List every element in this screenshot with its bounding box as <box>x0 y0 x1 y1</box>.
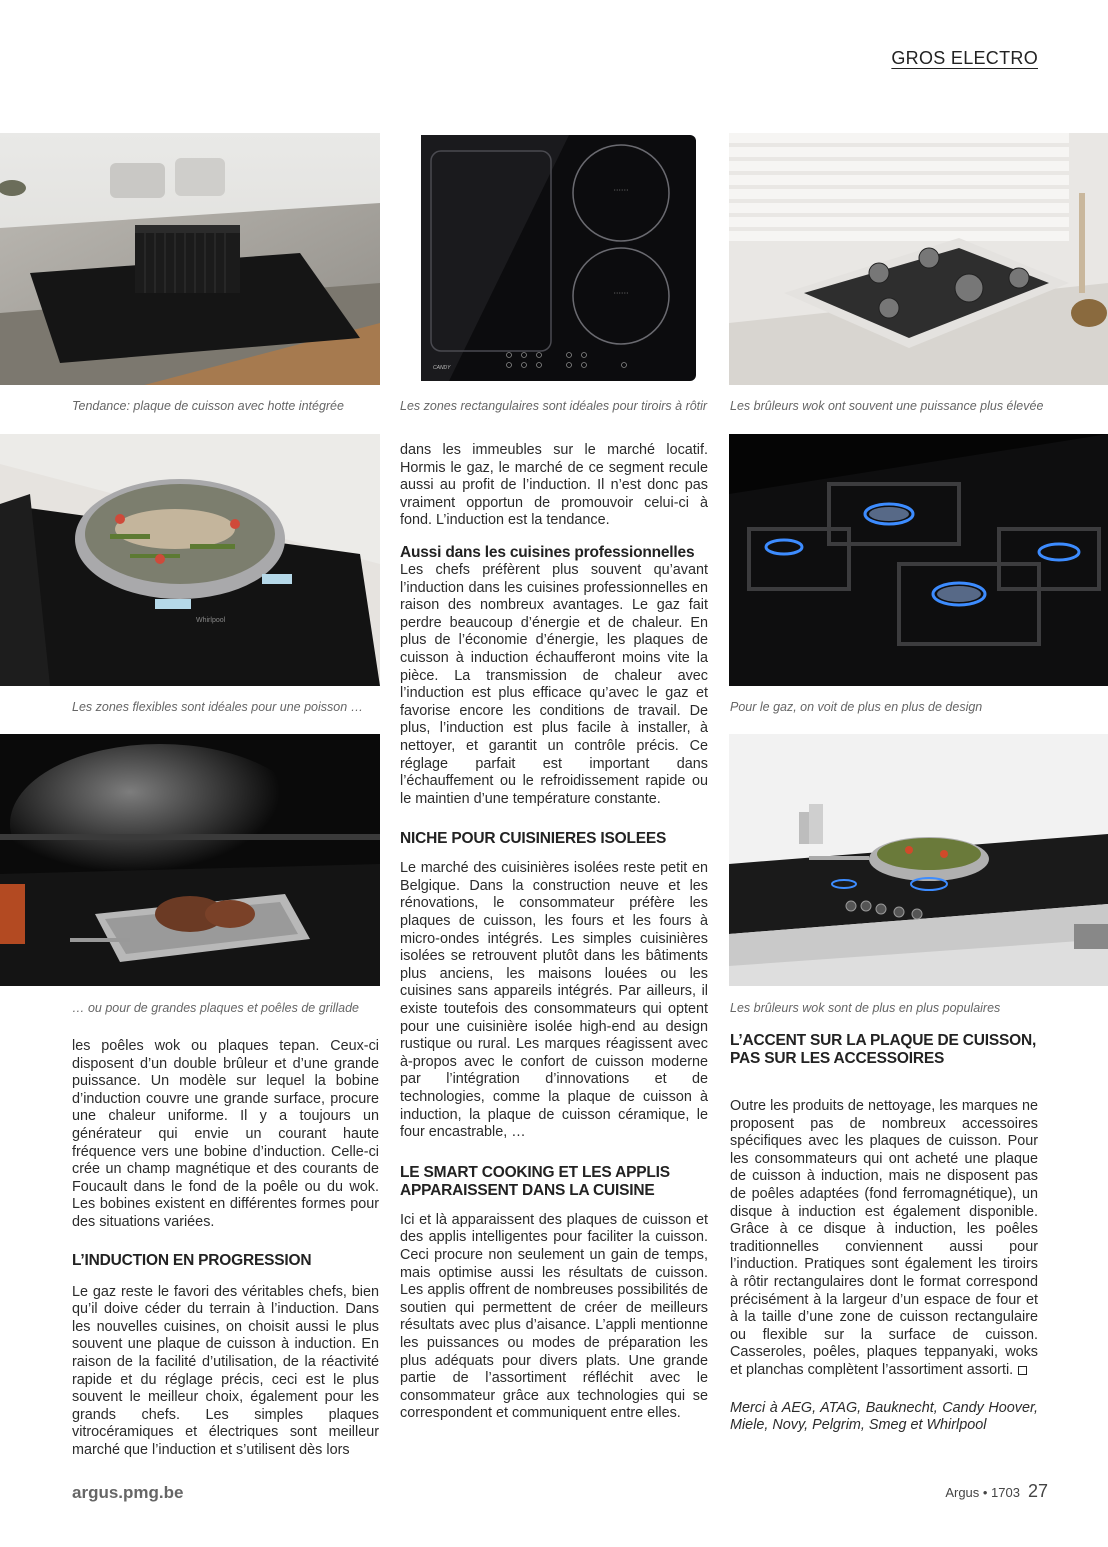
paragraph-rental-market: dans les immeubles sur le marché locatif. Hormis le gaz, le marché de ce segment recule aussi au profit de l’induction. Il n’est donc pas vraiment opportun de promouvoir celui-ci à fond. L’induction est la tendance. <box>400 442 708 529</box>
whirlpool-logo-text: Whirlpool <box>196 617 226 624</box>
end-of-article-icon <box>1018 1366 1027 1375</box>
article-column-1 <box>72 1038 379 1459</box>
section-tag: GROS ELECTRO <box>891 48 1038 68</box>
article-column-3 <box>730 1032 1038 1435</box>
photo-wok-gas-hob <box>729 734 1108 986</box>
paragraph-smart-apps: Ici et là apparaissent des plaques de cuisson et des applis intelligentes pour faciliter la cuisson. Ceci procure non seulement un gain de temps, mais optimise aussi les résultats de cuisson. Les applis offrent de nombreuses possibilités de soutien qui permettent de créer de meilleurs résultats avec plus d’aisance. L’appli mentionne les puissances ou modes de préparation les plus adéquats pour divers plats. Une grande partie de l’assortiment réfléchit avec le consommateur grâce aux technologies qui se correspondent et communiquent entre elles. <box>400 1211 708 1422</box>
photo-gas-wok-burner <box>729 133 1108 385</box>
photo-gas-design-hob <box>729 434 1108 686</box>
thanks-brands: Merci à AEG, ATAG, Bauknecht, Candy Hoover, Miele, Novy, Pelgrim, Smeg et Whirlpool <box>730 1399 1038 1434</box>
heading-professional-kitchens: Aussi dans les cuisines professionnelles <box>400 543 695 561</box>
paragraph-gas-vs-induction: Le gaz reste le favori des véritables chefs, bien qu’il doive céder du terrain à l’induction. Dans les nouvelles cuisines, on choisit aussi le plus souvent une plaque de cuisson à induction. En raison de la facilité d’utilisation, de la réactivité rapide et du réglage précis, ceci est le plus souvent le meilleur choix, également pour les grands chefs. Les simples plaques vitrocéramiques et électriques sont meilleur marché que l’induction et s’utilisent dès lors <box>72 1283 379 1458</box>
svg-text:• • • • • •: • • • • • • <box>614 290 628 295</box>
photo-candy-induction-hob <box>419 133 698 385</box>
heading-induction-progress: L’INDUCTION EN PROGRESSION <box>72 1251 312 1269</box>
page-number: 27 <box>1027 1481 1048 1501</box>
caption-wok-burners-power: Les brûleurs wok ont souvent une puissance plus élevée <box>730 399 1044 413</box>
caption-hob-hood: Tendance: plaque de cuisson avec hotte intégrée <box>72 399 344 413</box>
heading-smart-cooking: LE SMART COOKING ET LES APPLIS APPARAISSENT DANS LA CUISINE <box>400 1163 670 1199</box>
svg-text:• • • • • •: • • • • • • <box>614 187 628 192</box>
caption-wok-popular: Les brûleurs wok sont de plus en plus populaires <box>730 1001 1001 1015</box>
heading-focus-on-hob: L’ACCENT SUR LA PLAQUE DE CUISSON, PAS SUR LES ACCESSOIRES <box>730 1032 1037 1067</box>
footer-website: argus.pmg.be <box>72 1483 184 1502</box>
paragraph-accessories-text: Outre les produits de nettoyage, les marques ne proposent pas de nombreux accessoires spécifiques avec les plaques de cuisson. Pour les consommateurs qui ont acheté une plaque de cuisson à induction, mais ne disposent pas de poêles adaptées (fond ferromagnétique), un disque à induction est également disponible. Grâce à ce disque à induction, les poêles traditionnelles conviennent aussi pour l’induction. Pratiques sont également les tiroirs à rôtir rectangulaires dont le format correspond précisément à la largeur d’un espace de four et à la taille d’une zone de cuisson rectangulaire ou flexible sur la surface de cuisson. Casseroles, poêles, plaques teppanyaki, woks et planchas complètent l’assortiment assorti. <box>730 1098 1038 1378</box>
caption-grill-plates: … ou pour de grandes plaques et poêles de grillade <box>72 1001 360 1015</box>
footer-issue-number: Argus • 1703 <box>945 1485 1020 1500</box>
photo-fish-flexible-zone <box>0 434 380 686</box>
article-column-2 <box>400 442 708 1423</box>
photo-grill-pan-steam <box>0 734 380 986</box>
paragraph-freestanding-market: Le marché des cuisinières isolées reste petit en Belgique. Dans la construction neuve et les rénovations, le consommateur préfère les plaques de cuisson, les fours et les fours à micro-ondes intégrés. Les simples cuisinières isolées se retrouvent plutôt dans les bâtiments plus anciens, les maisons louées ou les cuisines sans appareils intégrés. Par ailleurs, il existe toutefois des consommateurs qui optent pour une cuisinière isolée high-end au design rustique ou rural. Les marques réagissent avec à-propos avec le confort de cuisson moderne par l’intégration d’innovations et de technologies, comme la plaque de cuisson à induction, la plaque de cuisson céramique, le four encastrable, … <box>400 860 708 1141</box>
candy-logo-text: CANDY <box>433 365 451 371</box>
caption-rectangular-zones: Les zones rectangulaires sont idéales pour tiroirs à rôtir <box>400 399 708 413</box>
photo-hob-integrated-hood <box>0 133 380 385</box>
caption-gas-design: Pour le gaz, on voit de plus en plus de design <box>730 700 983 714</box>
paragraph-accessories <box>730 1098 1038 1380</box>
paragraph-chefs-prefer-induction: Les chefs préfèrent plus souvent qu’avant l’induction dans les cuisines professionnelles en raison des nombreux avantages. Le gaz fait perdre beaucoup d’énergie et de chaleur. En plus de l’économie d’énergie, les plaques de cuisson à induction échaufferont moins vite la pièce. La transmission de chaleur avec l’induction est plus efficace qu’avec le gaz et favorise encore les conditions de travail. De plus, l’induction est plus facile à installer, à nettoyer, et garantit un contrôle précis. Ce réglage parfait est important dans l’échauffement ou le refroidissement rapide ou le maintien d’une température constante. <box>400 561 708 807</box>
caption-flexible-zones: Les zones flexibles sont idéales pour une poisson … <box>72 700 364 714</box>
heading-freestanding-cookers: NICHE POUR CUISINIERES ISOLEES <box>400 830 667 848</box>
footer-issue <box>945 1481 1048 1502</box>
paragraph-wok-tepan: les poêles wok ou plaques tepan. Ceux-ci disposent d’un double brûleur et d’une grande puissance. Un modèle sur lequel la bobine d’induction couvre une grande surface, procure une chaleur uniforme. Il y a toujours un générateur qui envie un courant haute fréquence vers une bobine d’induction. Celle-ci crée un champ magnétique et des courants de Foucault dans le fond de la poêle ou du wok. Les bobines existent en différentes formes pour des situations variées. <box>72 1038 379 1230</box>
